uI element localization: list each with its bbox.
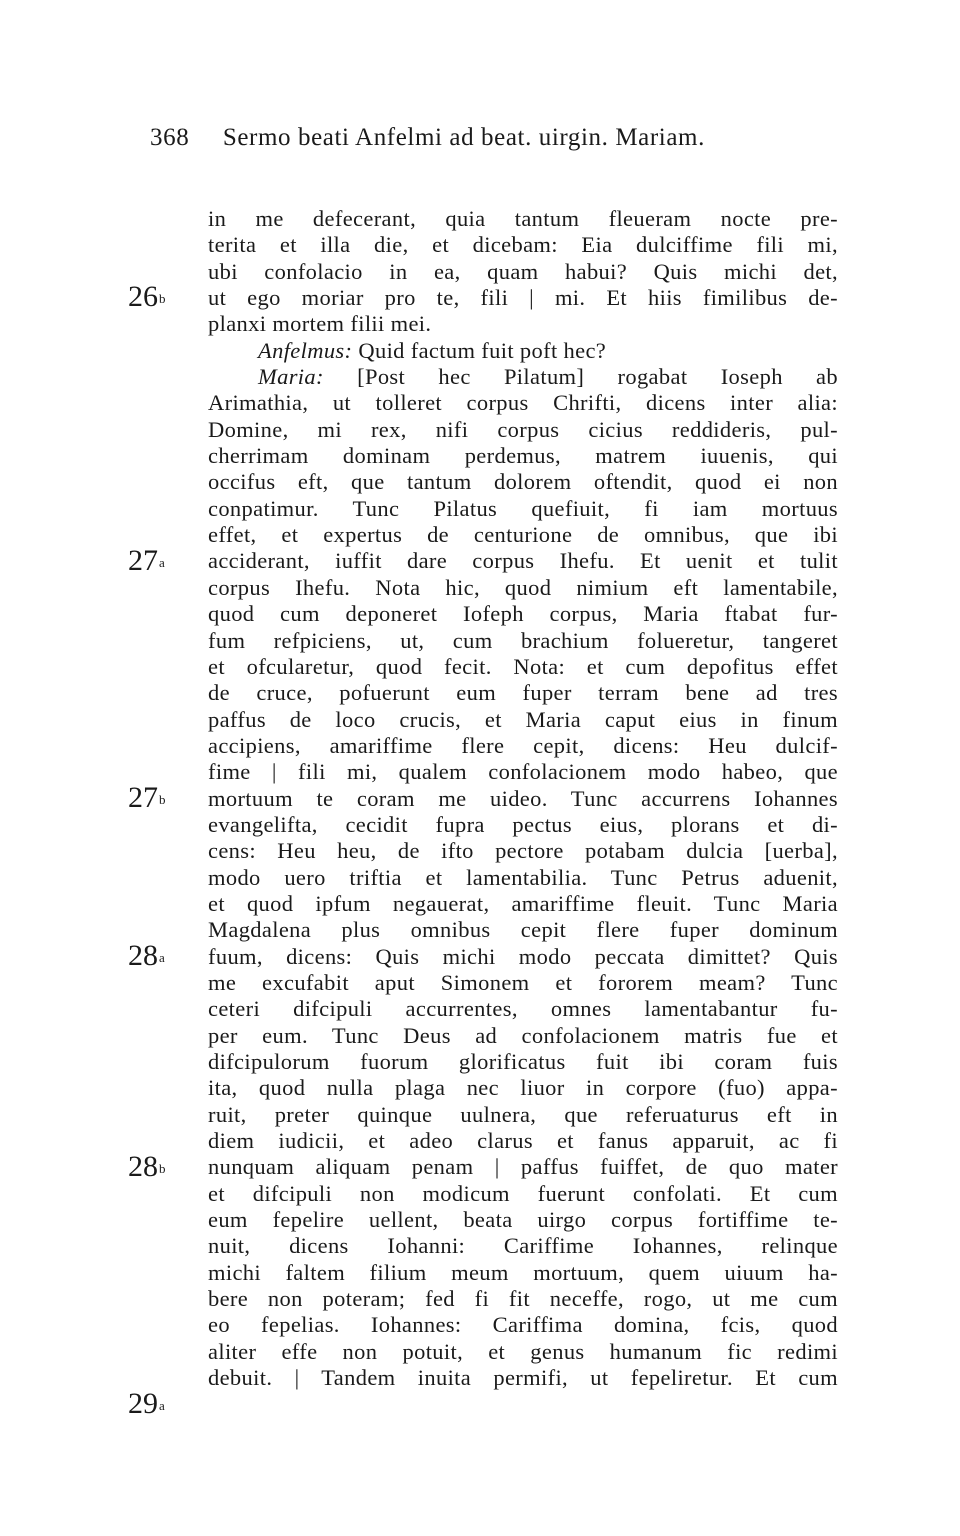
text-line: ceteri difcipuli accurrentes, omnes lamentabantur fu- <box>208 996 838 1022</box>
text-line: evangelifta, cecidit fupra pectus eius, plorans et di- <box>208 811 838 837</box>
text-line: Domine, mi rex, nifi corpus cicius reddideris, pul- <box>208 416 838 442</box>
text-line: aliter effe non potuit, et genus humanum fic redimi <box>208 1338 838 1364</box>
text-line: difcipulorum fuorum glorificatus fuit ibi coram fuis <box>208 1049 838 1074</box>
text-line: cens: Heu heu, de ifto pectore potabam dulcia [uerba], <box>208 838 838 864</box>
text-line: terita et illa die, et dicebam: Eia dulciffime fili mi, <box>208 232 838 258</box>
margin-folio-marker: 28$^a$ <box>128 939 165 972</box>
text-line: cherrimam dominam perdemus, matrem iuuenis, qui <box>208 443 838 469</box>
text-line: et quod ipfum negauerat, amariffime fleuit. Tunc Maria <box>208 890 838 916</box>
text-line: ita, quod nulla plaga nec liuor in corpore (fuo) appa- <box>208 1075 838 1101</box>
text-line: modo uero triftia et lamentabilia. Tunc Petrus aduenit, <box>208 864 838 890</box>
text-line: Arimathia, ut tolleret corpus Chrifti, dicens inter alia: <box>208 390 838 416</box>
text-line: fime | fili mi, qualem confolacionem modo habeo, que <box>208 759 838 785</box>
body-text <box>208 206 838 1391</box>
text-line: corpus Ihefu. Nota hic, quod nimium eft lamentabile, <box>208 574 838 600</box>
text-line: accipiens, amariffime flere cepit, dicens: Heu dulcif- <box>208 732 838 758</box>
margin-folio-marker: 29$^a$ <box>128 1387 165 1420</box>
page-number: 368 <box>150 124 190 151</box>
text-line: effet, et expertus de centurione de omnibus, que ibi <box>208 522 838 548</box>
text-line: diem iudicii, et adeo clarus et fanus apparuit, ac fi <box>208 1128 838 1154</box>
text-line: ut ego moriar pro te, fili | mi. Et hiis fimilibus de- <box>208 285 838 311</box>
text-line: conpatimur. Tunc Pilatus quefiuit, fi iam mortuus <box>208 495 838 521</box>
text-line: occifus eft, que tantum dolorem oftendit, quod ei non <box>208 469 838 495</box>
text-line: michi faltem filium meum mortuum, quem uiuum ha- <box>208 1259 838 1285</box>
text-line: eum fepelire uellent, beata uirgo corpus fortiffime te- <box>208 1207 838 1233</box>
text-line: paffus de loco crucis, et Maria caput eius in finum <box>208 706 838 732</box>
text-line: fum refpiciens, ut, cum brachium folueretur, tangeret <box>208 627 838 653</box>
text-line: ruit, preter quinque uulnera, que referuaturus eft in <box>208 1101 838 1127</box>
text-line: planxi mortem filii mei. <box>208 311 432 337</box>
text-line: de cruce, pofuerunt eum fuper terram bene ad tres <box>208 680 838 706</box>
margin-folio-marker: 26$^b$ <box>128 280 166 313</box>
text-line: in me defecerant, quia tantum fleueram nocte pre- <box>208 206 838 231</box>
running-head <box>150 124 705 152</box>
margin-folio-marker: 27$^a$ <box>128 544 165 577</box>
text-line: nunquam aliquam penam | paffus fuiffet, de quo mater <box>208 1154 838 1180</box>
margin-folio-marker: 28$^b$ <box>128 1150 166 1183</box>
text-line <box>208 338 838 364</box>
text-line: nuit, dicens Iohanni: Cariffime Iohannes, relinque <box>208 1233 838 1259</box>
margin-folio-marker: 27$^b$ <box>128 781 166 814</box>
speech-text: Quid factum fuit poft hec? <box>352 337 607 363</box>
speaker-label: Anfelmus: <box>258 337 353 363</box>
text-line: debuit. | Tandem inuita permifi, ut fepeliretur. Et cum <box>208 1365 838 1391</box>
text-line: fuum, dicens: Quis michi modo peccata dimittet? Quis <box>208 943 838 969</box>
speaker-label: Maria: <box>258 364 324 390</box>
text-line <box>208 364 838 390</box>
text-line: mortuum te coram me uideo. Tunc accurrens Iohannes <box>208 785 838 811</box>
text-line: quod cum deponeret Iofeph corpus, Maria ftabat fur- <box>208 601 838 627</box>
text-line: eo fepelias. Iohannes: Cariffima domina, fcis, quod <box>208 1312 838 1338</box>
text-line: me excufabit aput Simonem et fororem meam? Tunc <box>208 969 838 995</box>
text-line: acciderant, iuffit dare corpus Ihefu. Et uenit et tulit <box>208 548 838 574</box>
text-line: ubi confolacio in ea, quam habui? Quis michi det, <box>208 258 838 284</box>
running-title: Sermo beati Anfelmi ad beat. uirgin. Mariam. <box>222 124 705 151</box>
text-line: et difcipuli non modicum fuerunt confolati. Et cum <box>208 1180 838 1206</box>
text-line: et ofcularetur, quod fecit. Nota: et cum depofitus effet <box>208 653 838 679</box>
text-line: Magdalena plus omnibus cepit flere fuper dominum <box>208 917 838 943</box>
text-line: bere non poteram; fed fi fit neceffe, rogo, ut me cum <box>208 1286 838 1312</box>
speech-text: [Post hec Pilatum] rogabat Ioseph ab <box>323 364 838 390</box>
text-line: per eum. Tunc Deus ad confolacionem matris fue et <box>208 1022 838 1048</box>
